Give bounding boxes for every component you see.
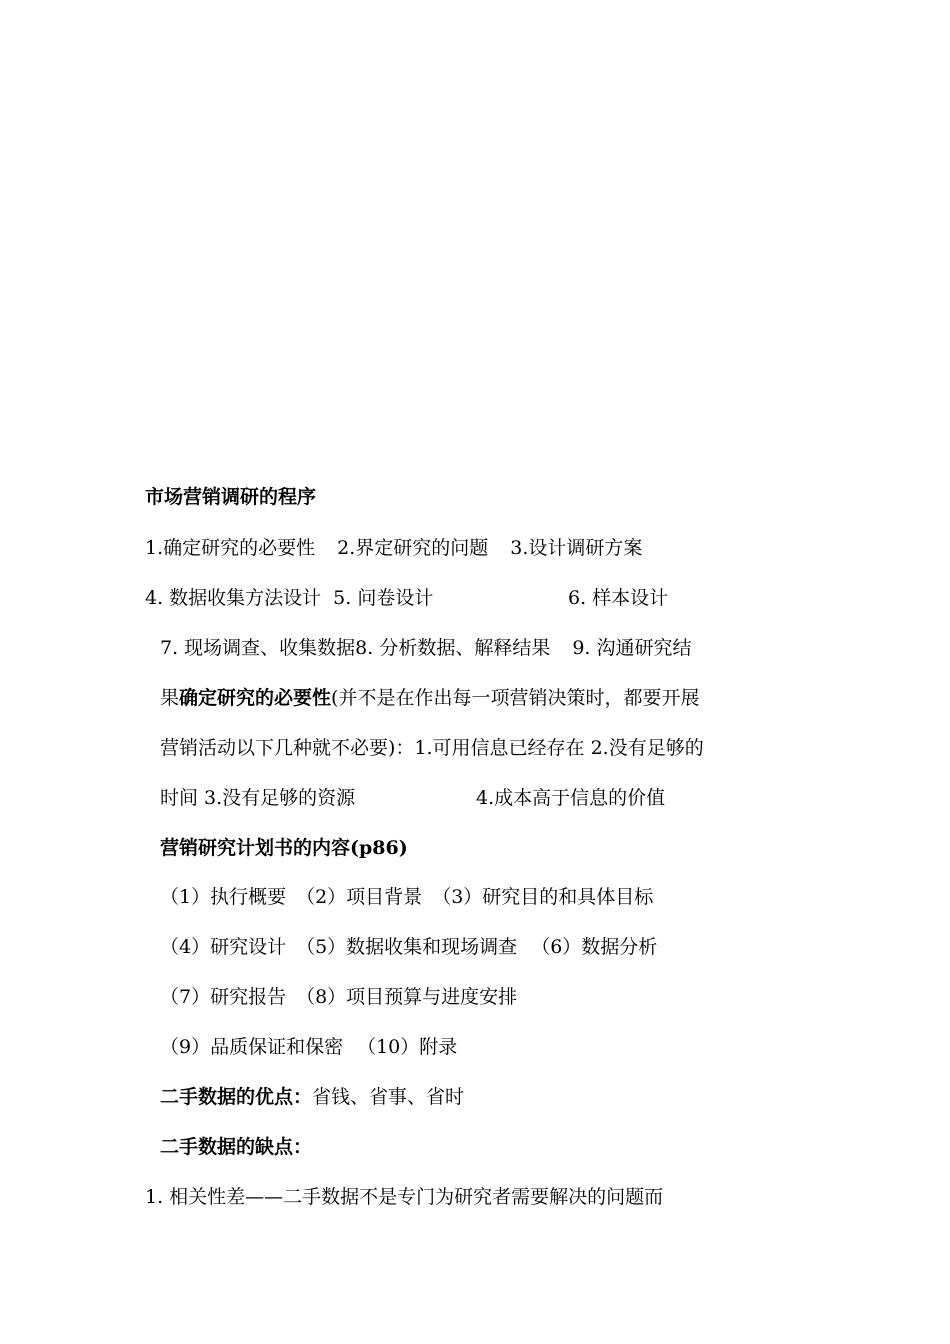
step-3: 3.设计调研方案 bbox=[510, 537, 643, 559]
plan-item-7: （7）研究报告 bbox=[160, 986, 287, 1008]
secondary-pros-text: 省钱、省事、省时 bbox=[312, 1086, 465, 1108]
plan-item-9: （9）品质保证和保密 bbox=[160, 1036, 344, 1058]
plan-item-10: （10）附录 bbox=[357, 1036, 458, 1058]
plan-item-5: （5）数据收集和现场调查 bbox=[296, 936, 518, 958]
section-heading-research-procedure: 市场营销调研的程序 bbox=[145, 486, 317, 508]
steps-row-1 bbox=[145, 536, 642, 560]
plan-row-1 bbox=[160, 885, 653, 909]
step-4: 4. 数据收集方法设计 bbox=[145, 587, 322, 609]
plan-row-4 bbox=[160, 1035, 457, 1059]
steps-row-2 bbox=[145, 586, 433, 610]
step-9: 9. 沟通研究结 bbox=[572, 637, 692, 659]
necessity-text-1: (并不是在作出每一项营销决策时，都要开展 bbox=[331, 687, 700, 709]
step-7: 7. 现场调查、收集数据 bbox=[160, 637, 356, 659]
steps-row-3 bbox=[160, 636, 692, 660]
plan-row-2 bbox=[160, 935, 657, 959]
plan-item-4: （4）研究设计 bbox=[160, 936, 287, 958]
secondary-pros-line bbox=[160, 1085, 464, 1109]
secondary-pros-label: 二手数据的优点： bbox=[160, 1086, 313, 1108]
step-5: 5. 问卷设计 bbox=[333, 587, 434, 609]
plan-item-2: （2）项目背景 bbox=[296, 886, 423, 908]
step-1: 1.确定研究的必要性 bbox=[145, 537, 316, 559]
necessity-line-2: 营销活动以下几种就不必要)：1.可用信息已经存在 2.没有足够的 bbox=[160, 737, 704, 759]
step-2: 2.界定研究的问题 bbox=[337, 537, 489, 559]
plan-item-1: （1）执行概要 bbox=[160, 886, 287, 908]
necessity-lead: 果 bbox=[160, 687, 180, 709]
necessity-line-3b: 4.成本高于信息的价值 bbox=[476, 787, 666, 809]
step-8: 8. 分析数据、解释结果 bbox=[355, 637, 551, 659]
plan-row-3 bbox=[160, 985, 517, 1009]
step-6: 6. 样本设计 bbox=[568, 587, 669, 609]
plan-item-3: （3）研究目的和具体目标 bbox=[432, 886, 654, 908]
necessity-line-3a: 时间 3.没有足够的资源 bbox=[160, 787, 356, 809]
secondary-cons-label: 二手数据的缺点： bbox=[160, 1136, 313, 1158]
necessity-heading: 确定研究的必要性 bbox=[179, 687, 332, 709]
necessity-line-1 bbox=[160, 686, 699, 710]
cons-item-1: 1. 相关性差——二手数据不是专门为研究者需要解决的问题而 bbox=[145, 1186, 664, 1208]
section-heading-research-plan: 营销研究计划书的内容(p86) bbox=[160, 837, 408, 859]
plan-item-8: （8）项目预算与进度安排 bbox=[296, 986, 518, 1008]
plan-item-6: （6）数据分析 bbox=[531, 936, 658, 958]
